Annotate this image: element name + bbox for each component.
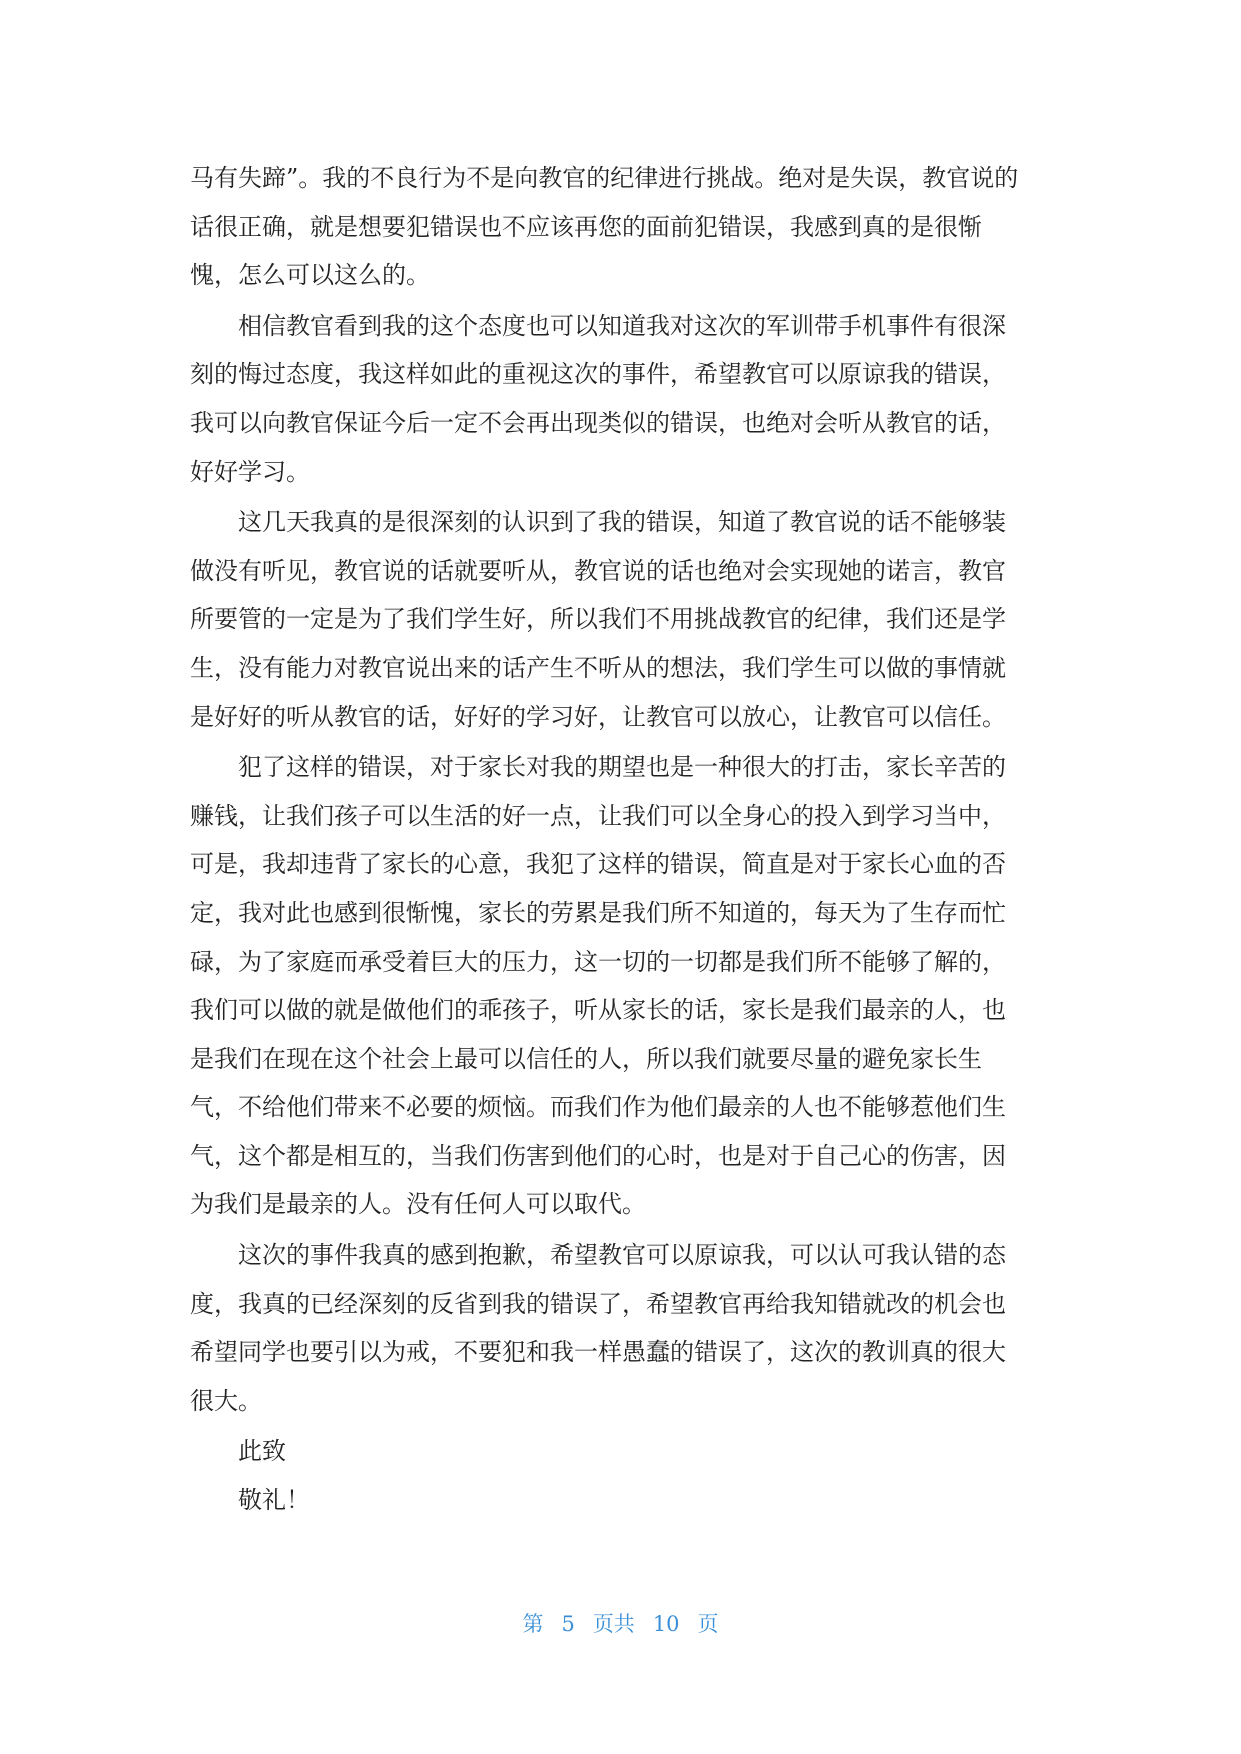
text-line: 相信教官看到我的这个态度也可以知道我对这次的军训带手机事件有很深 (238, 311, 1006, 340)
text-line: 好好学习。 (190, 457, 310, 486)
footer-middle: 页共 (592, 1612, 635, 1636)
text-line: 刻的悔过态度，我这样如此的重视这次的事件，希望教官可以原谅我的错误， (190, 360, 1006, 389)
paragraph-3 (190, 498, 1050, 741)
text-line: 做没有听见，教官说的话就要听从，教官说的话也绝对会实现她的诺言，教官 (190, 556, 1006, 585)
text-line: 碌，为了家庭而承受着巨大的压力，这一切的一切都是我们所不能够了解的， (190, 947, 1006, 976)
text-line: 马有失蹄”。我的不良行为不是向教官的纪律进行挑战。绝对是失误，教官说的 (190, 164, 1019, 192)
text-line: 这几天我真的是很深刻的认识到了我的错误，知道了教官说的话不能够装 (238, 508, 1006, 537)
current-page-number: 5 (561, 1612, 575, 1636)
paragraph-5 (190, 1231, 1050, 1425)
paragraph-4 (190, 743, 1050, 1229)
footer-suffix: 页 (697, 1612, 719, 1636)
text-line: 这次的事件我真的感到抱歉，希望教官可以原谅我，可以认可我认错的态 (238, 1241, 1006, 1270)
text-line: 为我们是最亲的人。没有任何人可以取代。 (190, 1190, 646, 1219)
text-line: 我可以向教官保证今后一定不会再出现类似的错误，也绝对会听从教官的话， (190, 408, 1006, 437)
text-line: 定，我对此也感到很惭愧，家长的劳累是我们所不知道的，每天为了生存而忙 (190, 898, 1006, 927)
text-line: 愧，怎么可以这么的。 (190, 261, 430, 290)
text-line: 生，没有能力对教官说出来的话产生不听从的想法，我们学生可以做的事情就 (190, 653, 1006, 682)
paragraph-1 (190, 154, 1050, 300)
closing-salutation: 此致 (238, 1437, 286, 1466)
text-line: 气，这个都是相互的，当我们伤害到他们的心时，也是对于自己心的伤害，因 (190, 1141, 1006, 1170)
text-line: 气，不给他们带来不必要的烦恼。而我们作为他们最亲的人也不能够惹他们生 (190, 1093, 1006, 1122)
text-line: 所要管的一定是为了我们学生好，所以我们不用挑战教官的纪律，我们还是学 (190, 605, 1006, 634)
text-line: 话很正确，就是想要犯错误也不应该再您的面前犯错误，我感到真的是很惭 (190, 212, 982, 241)
text-line: 犯了这样的错误，对于家长对我的期望也是一种很大的打击，家长辛苦的 (238, 753, 1006, 782)
text-line: 赚钱，让我们孩子可以生活的好一点，让我们可以全身心的投入到学习当中， (190, 801, 1006, 830)
text-line: 很大。 (190, 1386, 262, 1415)
document-body (190, 154, 1050, 1525)
paragraph-2 (190, 302, 1050, 496)
text-line: 是好好的听从教官的话，好好的学习好，让教官可以放心，让教官可以信任。 (190, 702, 1006, 731)
total-pages-number: 10 (652, 1612, 680, 1636)
text-line: 是我们在现在这个社会上最可以信任的人，所以我们就要尽量的避免家长生 (190, 1044, 982, 1073)
text-line: 希望同学也要引以为戒，不要犯和我一样愚蠢的错误了，这次的教训真的很大 (190, 1338, 1006, 1367)
text-line: 度，我真的已经深刻的反省到我的错误了，希望教官再给我知错就改的机会也 (190, 1289, 1006, 1318)
footer-prefix: 第 (522, 1612, 544, 1636)
text-line: 我们可以做的就是做他们的乖孩子，听从家长的话，家长是我们最亲的人，也 (190, 996, 1006, 1025)
closing-regards: 敬礼！ (238, 1486, 310, 1515)
page-footer (0, 1608, 1241, 1638)
text-line: 可是，我却违背了家长的心意，我犯了这样的错误，简直是对于家长心血的否 (190, 850, 1006, 879)
